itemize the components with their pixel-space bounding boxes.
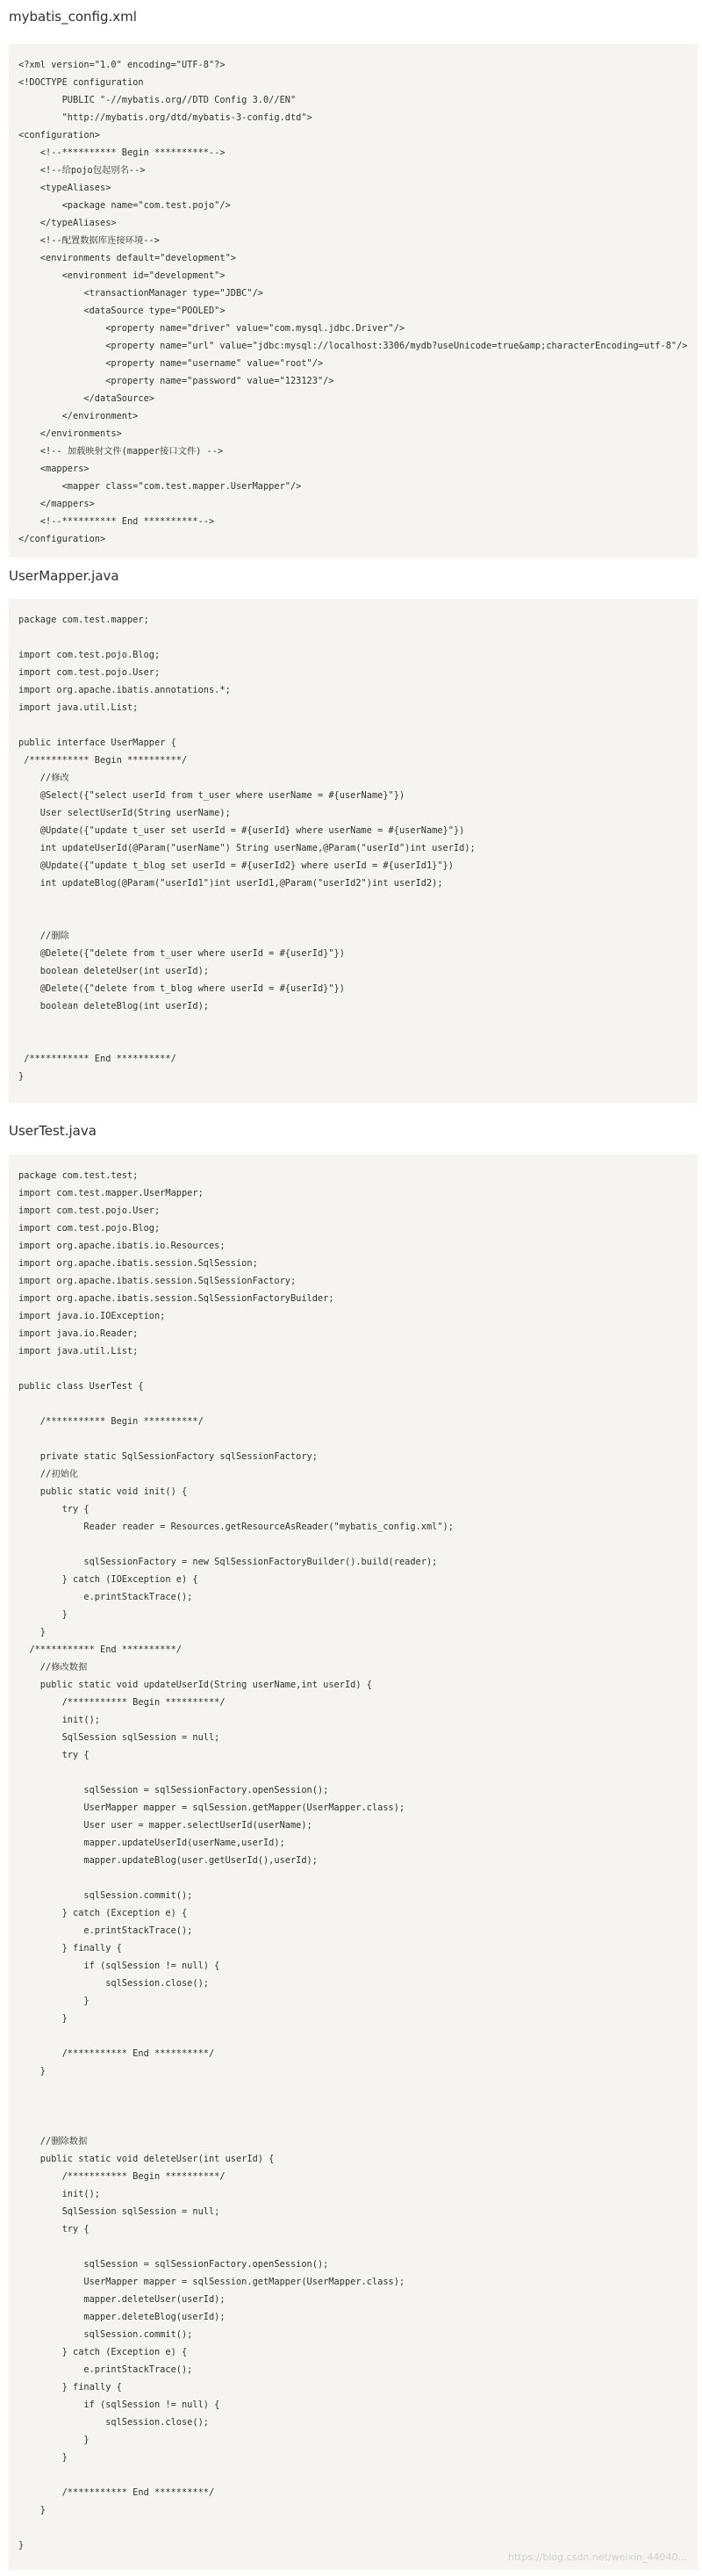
code-lines bbox=[18, 56, 698, 548]
code-line: public static void deleteUser(int userId) { bbox=[18, 2154, 275, 2164]
code-line: /*********** Begin **********/ bbox=[18, 1697, 226, 1708]
code-line: </configuration> bbox=[18, 534, 106, 544]
code-line: <!DOCTYPE configuration bbox=[18, 77, 144, 88]
code-lines bbox=[18, 1167, 698, 2554]
code-line bbox=[18, 2097, 698, 2115]
code-line: } bbox=[18, 1071, 25, 1082]
code-line: "http://mybatis.org/dtd/mybatis-3-config.dtd"> bbox=[18, 112, 312, 123]
code-line bbox=[18, 1764, 698, 1781]
code-line: import com.test.pojo.User; bbox=[18, 667, 161, 678]
code-line: User selectUserId(String userName); bbox=[18, 808, 231, 818]
code-line: } catch (Exception e) { bbox=[18, 1908, 188, 1918]
code-line bbox=[18, 1033, 698, 1050]
code-line: //修改数据 bbox=[18, 1662, 88, 1673]
code-line: </dataSource> bbox=[18, 393, 154, 404]
code-line bbox=[18, 2466, 698, 2484]
code-line: /*********** End **********/ bbox=[18, 2048, 215, 2059]
code-line: } bbox=[18, 2435, 90, 2445]
code-line: import java.util.List; bbox=[18, 1346, 139, 1356]
code-line: mapper.deleteUser(userId); bbox=[18, 2294, 226, 2305]
code-line: mapper.updateUserId(userName,userId); bbox=[18, 1838, 285, 1848]
code-line: import java.io.Reader; bbox=[18, 1328, 139, 1339]
code-line: boolean deleteBlog(int userId); bbox=[18, 1001, 209, 1011]
code-line: init(); bbox=[18, 1715, 100, 1725]
code-line: @Select({"select userId from t_user where userName = #{userName}"}) bbox=[18, 790, 405, 801]
code-line: } bbox=[18, 1609, 68, 1620]
code-line: //删除数据 bbox=[18, 2136, 88, 2147]
code-line: <configuration> bbox=[18, 130, 100, 140]
section-mybatis-config bbox=[9, 7, 698, 544]
code-line: <property name="driver" value="com.mysql.jdbc.Driver"/> bbox=[18, 323, 405, 334]
code-line: User user = mapper.selectUserId(userName); bbox=[18, 1820, 312, 1831]
code-block[interactable] bbox=[9, 44, 698, 558]
code-line: </environments> bbox=[18, 428, 122, 439]
code-lines bbox=[18, 611, 698, 1085]
code-line: } finally { bbox=[18, 1943, 122, 1954]
code-line: UserMapper mapper = sqlSession.getMapper(UserMapper.class); bbox=[18, 1802, 405, 1813]
code-line: try { bbox=[18, 1750, 90, 1760]
code-line bbox=[18, 910, 698, 927]
code-line: } catch (IOException e) { bbox=[18, 1574, 198, 1585]
code-line bbox=[18, 2519, 698, 2536]
code-line: import java.io.IOException; bbox=[18, 1311, 166, 1321]
code-line: sqlSession.close(); bbox=[18, 2417, 209, 2428]
code-line bbox=[18, 1536, 698, 1553]
code-line: <property name="password" value="123123"/> bbox=[18, 376, 334, 386]
code-line: } bbox=[18, 2452, 68, 2463]
code-line bbox=[18, 1015, 698, 1033]
code-line: import com.test.mapper.UserMapper; bbox=[18, 1188, 204, 1198]
code-line: } bbox=[18, 2505, 46, 2515]
code-line: sqlSession.close(); bbox=[18, 1978, 209, 1989]
code-line: //初始化 bbox=[18, 1469, 79, 1479]
code-line: <dataSource type="POOLED"> bbox=[18, 306, 226, 316]
code-line: package com.test.test; bbox=[18, 1170, 139, 1181]
code-line: </typeAliases> bbox=[18, 218, 117, 228]
code-line: } bbox=[18, 2013, 68, 2024]
code-line: mapper.deleteBlog(userId); bbox=[18, 2312, 226, 2322]
section-usermapper bbox=[9, 566, 698, 1082]
code-line: //修改 bbox=[18, 773, 69, 783]
code-line bbox=[18, 629, 698, 646]
code-line: e.printStackTrace(); bbox=[18, 2364, 193, 2375]
code-block[interactable] bbox=[9, 599, 698, 1103]
code-line: SqlSession sqlSession = null; bbox=[18, 2206, 220, 2217]
code-line bbox=[18, 2115, 698, 2133]
code-line: if (sqlSession != null) { bbox=[18, 1961, 220, 1971]
code-line bbox=[18, 1869, 698, 1887]
code-line: /*********** Begin **********/ bbox=[18, 755, 188, 766]
code-line bbox=[18, 1430, 698, 1448]
watermark: https://blog.csdn.net/weixin_44040... bbox=[507, 2551, 687, 2563]
file-heading: UserMapper.java bbox=[9, 568, 119, 584]
file-heading: mybatis_config.xml bbox=[9, 9, 137, 25]
code-line: </environment> bbox=[18, 411, 139, 421]
code-line: public class UserTest { bbox=[18, 1381, 144, 1392]
code-block[interactable] bbox=[9, 1155, 698, 2570]
code-line: <!--配置数据库连接环境--> bbox=[18, 235, 160, 246]
code-line: e.printStackTrace(); bbox=[18, 1925, 193, 1936]
code-line: <environment id="development"> bbox=[18, 270, 226, 281]
code-line bbox=[18, 2080, 698, 2097]
code-line: e.printStackTrace(); bbox=[18, 1592, 193, 1602]
code-line: try { bbox=[18, 2224, 90, 2234]
code-line: public static void updateUserId(String userName,int userId) { bbox=[18, 1680, 372, 1690]
code-line: } bbox=[18, 1627, 46, 1637]
code-line: int updateUserId(@Param("userName") String userName,@Param("userId")int userId); bbox=[18, 843, 476, 853]
code-line: PUBLIC "-//mybatis.org//DTD Config 3.0//EN" bbox=[18, 95, 297, 105]
code-line: import org.apache.ibatis.session.SqlSession; bbox=[18, 1258, 258, 1269]
code-line: <!--********** End **********--> bbox=[18, 516, 215, 527]
code-line: UserMapper mapper = sqlSession.getMapper(UserMapper.class); bbox=[18, 2277, 405, 2287]
code-line: /*********** End **********/ bbox=[18, 2487, 215, 2498]
code-line: import com.test.pojo.Blog; bbox=[18, 650, 161, 660]
code-line: //删除 bbox=[18, 931, 69, 941]
code-line: </mappers> bbox=[18, 499, 95, 509]
code-line: /*********** Begin **********/ bbox=[18, 2171, 226, 2182]
code-line: import org.apache.ibatis.session.SqlSessionFactoryBuilder; bbox=[18, 1293, 334, 1304]
code-line: import org.apache.ibatis.session.SqlSessionFactory; bbox=[18, 1276, 297, 1286]
section-usertest bbox=[9, 1121, 698, 2563]
code-line: <transactionManager type="JDBC"/> bbox=[18, 288, 263, 299]
code-line: /*********** Begin **********/ bbox=[18, 1416, 204, 1427]
code-line: @Update({"update t_blog set userId = #{userId2} where userId = #{userId1}"}) bbox=[18, 860, 454, 871]
code-line: try { bbox=[18, 1504, 90, 1515]
code-line: package com.test.mapper; bbox=[18, 615, 149, 625]
code-line: <!--给pojo包起别名--> bbox=[18, 165, 146, 176]
code-line: if (sqlSession != null) { bbox=[18, 2400, 220, 2410]
code-line: boolean deleteUser(int userId); bbox=[18, 966, 209, 976]
code-line: <typeAliases> bbox=[18, 183, 111, 193]
code-line: sqlSession = sqlSessionFactory.openSession(); bbox=[18, 1785, 329, 1795]
code-line: mapper.updateBlog(user.getUserId(),userId); bbox=[18, 1855, 318, 1866]
code-line: <!--********** Begin **********--> bbox=[18, 148, 226, 158]
code-line: SqlSession sqlSession = null; bbox=[18, 1732, 220, 1743]
code-line: int updateBlog(@Param("userId1")int userId1,@Param("userId2")int userId2); bbox=[18, 878, 443, 889]
code-line bbox=[18, 1395, 698, 1413]
code-line: @Update({"update t_user set userId = #{userId} where userName = #{userName}"}) bbox=[18, 825, 465, 836]
code-line: <?xml version="1.0" encoding="UTF-8"?> bbox=[18, 60, 226, 70]
code-line: <!-- 加载映射文件(mapper接口文件) --> bbox=[18, 446, 224, 457]
code-line: } finally { bbox=[18, 2382, 122, 2393]
code-line bbox=[18, 716, 698, 734]
code-line: import java.util.List; bbox=[18, 702, 139, 713]
code-line: import com.test.pojo.User; bbox=[18, 1205, 161, 1216]
code-line: <property name="username" value="root"/> bbox=[18, 358, 324, 369]
code-line bbox=[18, 1360, 698, 1378]
code-line: <mappers> bbox=[18, 464, 90, 474]
code-line: import org.apache.ibatis.annotations.*; bbox=[18, 685, 231, 695]
code-line: @Delete({"delete from t_blog where userId = #{userId}"}) bbox=[18, 983, 345, 994]
code-line: <environments default="development"> bbox=[18, 253, 236, 263]
code-line: <package name="com.test.pojo"/> bbox=[18, 200, 231, 211]
code-line: } bbox=[18, 2066, 46, 2076]
code-line: public static void init() { bbox=[18, 1486, 188, 1497]
code-line: } bbox=[18, 1996, 90, 2006]
code-line bbox=[18, 2238, 698, 2256]
code-line: sqlSession = sqlSessionFactory.openSession(); bbox=[18, 2259, 329, 2270]
code-line: sqlSession.commit(); bbox=[18, 2329, 193, 2340]
code-line: init(); bbox=[18, 2189, 100, 2199]
code-line: public interface UserMapper { bbox=[18, 738, 176, 748]
code-line: Reader reader = Resources.getResourceAsReader("mybatis_config.xml"); bbox=[18, 1522, 454, 1532]
code-line: import com.test.pojo.Blog; bbox=[18, 1223, 161, 1234]
code-line: <property name="url" value="jdbc:mysql://localhost:3306/mydb?useUnicode=true&amp;characterEncoding=utf-8"/> bbox=[18, 341, 688, 351]
code-line bbox=[18, 892, 698, 910]
code-line: sqlSessionFactory = new SqlSessionFactoryBuilder().build(reader); bbox=[18, 1557, 438, 1567]
file-heading: UserTest.java bbox=[9, 1123, 97, 1139]
code-line: @Delete({"delete from t_user where userId = #{userId}"}) bbox=[18, 948, 345, 959]
code-line: /*********** End **********/ bbox=[18, 1054, 176, 1064]
code-line: /*********** End **********/ bbox=[18, 1644, 182, 1655]
code-line: } catch (Exception e) { bbox=[18, 2347, 188, 2357]
code-line: import org.apache.ibatis.io.Resources; bbox=[18, 1241, 226, 1251]
code-line: private static SqlSessionFactory sqlSessionFactory; bbox=[18, 1451, 318, 1462]
code-line: <mapper class="com.test.mapper.UserMapper"/> bbox=[18, 481, 302, 492]
code-line: sqlSession.commit(); bbox=[18, 1890, 193, 1901]
code-line: } bbox=[18, 2540, 25, 2551]
code-line bbox=[18, 2027, 698, 2045]
